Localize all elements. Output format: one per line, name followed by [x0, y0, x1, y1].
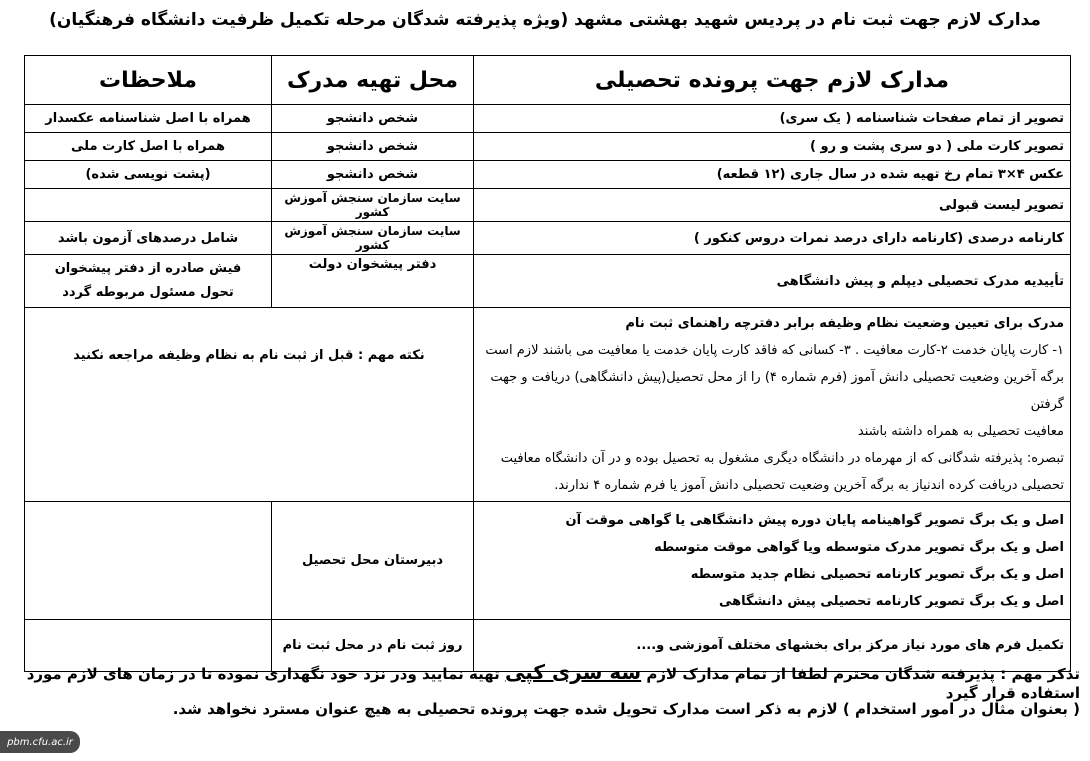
site-logo: pbm.cfu.ac.ir — [0, 731, 80, 753]
table-row — [25, 105, 1071, 133]
military-line: تحصیلی دریافت کرده اندنیاز به برگه آخرین وضعیت تحصیلی دانش آموز یا فرم شماره ۴ ندارند. — [554, 478, 1064, 493]
footer-notice-line2: ( بعنوان مثال در امور استخدام ) لازم به ذکر است مدارک تحویل شده جهت پرونده تحصیلی به هیچ عنوان مسترد نخواهد شد. — [172, 700, 1080, 718]
place-cell: شخص دانشجو — [272, 105, 474, 133]
school-place-cell: دبیرستان محل تحصیل — [272, 502, 474, 620]
military-heading: مدرک برای تعیین وضعیت نظام وظیفه برابر دفترچه راهنمای ثبت نام — [625, 316, 1064, 331]
military-line: ۱- کارت پایان خدمت ۲-کارت معافیت . ۳- کسانی که فاقد کارت پایان خدمت یا معافیت می باشند لازم است — [485, 343, 1064, 358]
doc-cell: تصویر از تمام صفحات شناسنامه ( یک سری) — [474, 105, 1071, 133]
military-line: معافیت تحصیلی به همراه داشته باشند — [857, 424, 1064, 439]
school-line: اصل و یک برگ تصویر کارنامه تحصیلی پیش دانشگاهی — [718, 593, 1064, 609]
footer-text: تذکر مهم : پذیرفته شدگان محترم لطفا از تمام مدارک لازم — [646, 665, 1080, 683]
table-row-military — [25, 308, 1071, 502]
footer-text: تهیه نمایید ودر نزد خود نگهداری نموده تا در زمان های لازم مورد استفاده قرار گیرد — [26, 665, 1080, 702]
note-cell: شامل درصدهای آزمون باشد — [25, 222, 272, 255]
note-line: تحول مسئول مربوطه گردد — [62, 285, 234, 300]
school-note-cell — [25, 502, 272, 620]
note-cell: (پشت نویسی شده) — [25, 161, 272, 189]
table-row — [25, 255, 1071, 308]
header-documents: مدارک لازم جهت پرونده تحصیلی — [474, 56, 1071, 105]
forms-place-cell: روز ثبت نام در محل ثبت نام — [272, 620, 474, 672]
table-row-school — [25, 502, 1071, 620]
table-row — [25, 222, 1071, 255]
school-line: اصل و یک برگ تصویر مدرک متوسطه ویا گواهی موقت متوسطه — [654, 539, 1064, 555]
doc-cell: تصویر کارت ملی ( دو سری پشت و رو ) — [474, 133, 1071, 161]
table-row — [25, 161, 1071, 189]
school-doc-cell — [474, 502, 1071, 620]
place-cell: سایت سازمان سنجش آموزش کشور — [272, 222, 474, 255]
note-cell: همراه با اصل کارت ملی — [25, 133, 272, 161]
school-line: اصل و یک برگ تصویر کارنامه تحصیلی نظام جدید متوسطه — [690, 566, 1064, 582]
note-line: فیش صادره از دفتر پیشخوان — [54, 261, 242, 276]
table-header-row — [25, 56, 1071, 105]
place-cell: سایت سازمان سنجش آموزش کشور — [272, 189, 474, 222]
note-cell — [25, 255, 272, 308]
school-line: اصل و یک برگ تصویر گواهینامه پایان دوره پیش دانشگاهی یا گواهی موقت آن — [565, 512, 1064, 528]
table-row — [25, 133, 1071, 161]
note-cell — [25, 189, 272, 222]
header-place: محل تهیه مدرک — [272, 56, 474, 105]
header-notes: ملاحظات — [25, 56, 272, 105]
doc-cell: عکس ۴×۳ تمام رخ تهیه شده در سال جاری (۱۲ قطعه) — [474, 161, 1071, 189]
page-title: مدارک لازم جهت ثبت نام در پردیس شهید بهشتی مشهد (ویژه پذیرفته شدگان مرحله تکمیل ظرفیت دانشگاه فرهنگیان) — [49, 10, 1041, 30]
military-line: تبصره: پذیرفته شدگانی که از مهرماه در دانشگاه دیگری مشغول به تحصیل بوده و در آن دانشگاه معافیت — [500, 451, 1064, 466]
doc-cell: کارنامه درصدی (کارنامه دارای درصد نمرات دروس کنکور ) — [474, 222, 1071, 255]
forms-doc-cell: تکمیل فرم های مورد نیاز مرکز برای بخشهای مختلف آموزشی و.... — [474, 620, 1071, 672]
note-cell: همراه با اصل شناسنامه عکسدار — [25, 105, 272, 133]
place-cell: شخص دانشجو — [272, 133, 474, 161]
doc-cell: تأییدیه مدرک تحصیلی دیپلم و پیش دانشگاهی — [474, 255, 1071, 308]
footer-notice — [10, 660, 1080, 702]
place-cell: شخص دانشجو — [272, 161, 474, 189]
documents-table — [24, 55, 1071, 672]
table-row — [25, 189, 1071, 222]
doc-cell: تصویر لیست قبولی — [474, 189, 1071, 222]
military-doc-cell — [474, 308, 1071, 502]
military-note-cell: نکته مهم : قبل از ثبت نام به نظام وظیفه مراجعه نکنید — [25, 308, 474, 502]
footer-highlight: سه سری کپی — [504, 660, 642, 684]
military-line: برگه آخرین وضعیت تحصیلی دانش آموز (فرم شماره ۴) را از محل تحصیل(پیش دانشگاهی) دریافت و جهت گرفتن — [490, 370, 1064, 412]
place-cell: دفتر پیشخوان دولت — [272, 255, 474, 308]
